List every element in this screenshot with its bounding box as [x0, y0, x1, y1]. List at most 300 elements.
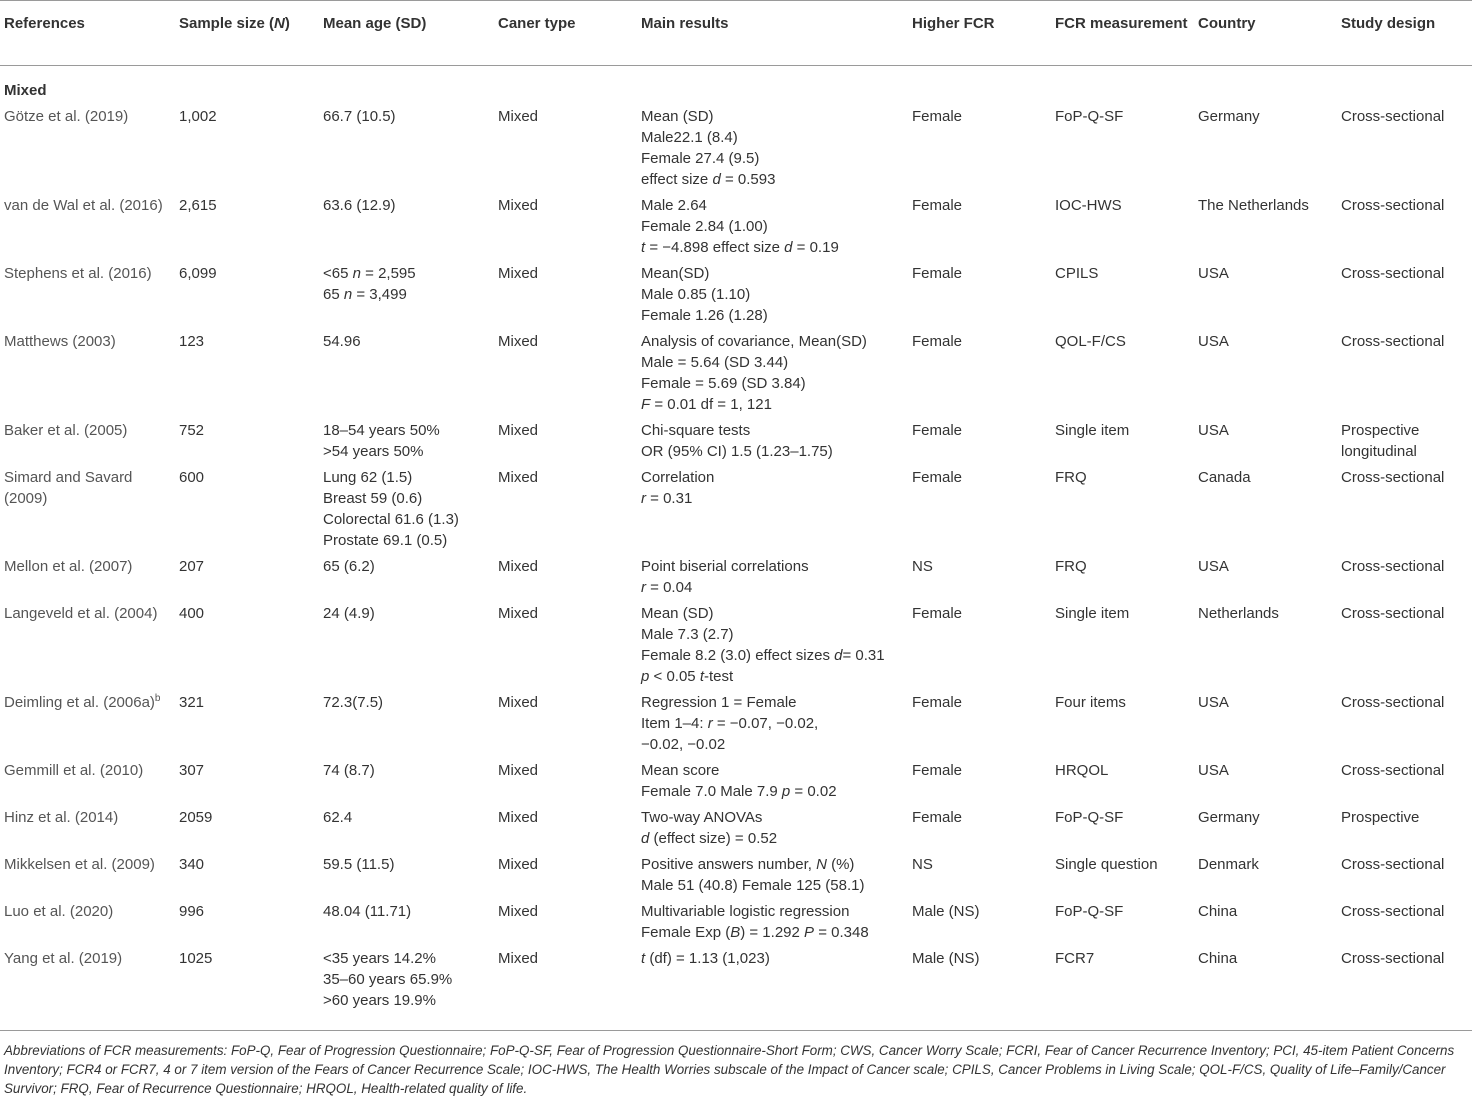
cell-sample-size-text: 307: [179, 762, 205, 779]
cell-main-results-line: d (effect size) = 0.52: [641, 830, 778, 847]
table-row: [0, 556, 1472, 603]
cell-main-results-line: Male = 5.64 (SD 3.44): [641, 354, 789, 371]
cell-mean-age-line: 48.04 (11.71): [323, 903, 412, 920]
cell-cancer-type-text: Mixed: [498, 558, 539, 575]
cell-study-design: [1337, 760, 1472, 807]
cell-mean-age-line: Prostate 69.1 (0.5): [323, 532, 448, 549]
cell-sample-size: [175, 263, 319, 331]
cell-cancer-type: [494, 556, 637, 603]
cell-cancer-type-text: Mixed: [498, 762, 539, 779]
cell-mean-age: [319, 948, 494, 1016]
cell-main-results-line: Multivariable logistic regression: [641, 903, 850, 920]
cell-reference-text: Mikkelsen et al. (2009): [4, 856, 155, 873]
cell-mean-age: [319, 195, 494, 263]
cell-main-results-line: Female = 5.69 (SD 3.84): [641, 375, 806, 392]
cell-study-design: [1337, 603, 1472, 692]
cell-mean-age-line: Breast 59 (0.6): [323, 490, 423, 507]
cell-sample-size: [175, 854, 319, 901]
cell-mean-age-line: 65 (6.2): [323, 558, 375, 575]
cell-reference: [0, 854, 175, 901]
cell-reference: [0, 420, 175, 467]
cell-country-text: Denmark: [1198, 856, 1259, 873]
cell-reference-text: Mellon et al. (2007): [4, 558, 133, 575]
cell-main-results-line: Mean score: [641, 762, 720, 779]
cell-fcr-measurement-text: FoP-Q-SF: [1055, 108, 1124, 125]
cell-cancer-type-text: Mixed: [498, 265, 539, 282]
cell-reference-text: Matthews (2003): [4, 333, 116, 350]
cell-sample-size-text: 123: [179, 333, 205, 350]
cell-study-design-line: Cross-sectional: [1341, 950, 1445, 967]
cell-study-design-line: Cross-sectional: [1341, 856, 1445, 873]
cell-higher-fcr: [908, 106, 1051, 195]
cell-country-text: USA: [1198, 558, 1229, 575]
cell-mean-age-line: Colorectal 61.6 (1.3): [323, 511, 459, 528]
cell-sample-size: [175, 331, 319, 420]
cell-mean-age: [319, 760, 494, 807]
cell-country-text: China: [1198, 950, 1238, 967]
cell-fcr-measurement-text: HRQOL: [1055, 762, 1109, 779]
cell-mean-age-line: 65 n = 3,499: [323, 286, 407, 303]
cell-study-design: [1337, 807, 1472, 854]
cell-main-results-line: Positive answers number, N (%): [641, 856, 855, 873]
cell-fcr-measurement: [1051, 692, 1194, 760]
header-fcr-measurement: FCR measurement: [1051, 1, 1194, 66]
cell-mean-age-line: 18–54 years 50%: [323, 422, 440, 439]
header-main-results: Main results: [637, 1, 908, 66]
cell-mean-age: [319, 106, 494, 195]
cell-study-design-line: Cross-sectional: [1341, 333, 1445, 350]
cell-mean-age-line: 72.3(7.5): [323, 694, 384, 711]
cell-main-results: [637, 263, 908, 331]
cell-country-text: USA: [1198, 694, 1229, 711]
cell-main-results: [637, 807, 908, 854]
cell-reference: [0, 948, 175, 1016]
cell-higher-fcr-text: Female: [912, 809, 963, 826]
cell-main-results-line: Analysis of covariance, Mean(SD): [641, 333, 867, 350]
cell-main-results: [637, 760, 908, 807]
cell-mean-age: [319, 692, 494, 760]
cell-mean-age: [319, 467, 494, 556]
cell-higher-fcr: [908, 901, 1051, 948]
cell-main-results: [637, 854, 908, 901]
cell-main-results-line: Mean(SD): [641, 265, 710, 282]
cell-cancer-type-text: Mixed: [498, 108, 539, 125]
cell-study-design: [1337, 467, 1472, 556]
cell-sample-size-text: 1025: [179, 950, 213, 967]
cell-main-results-line: t = −4.898 effect size d = 0.19: [641, 239, 839, 256]
cell-main-results: [637, 420, 908, 467]
cell-main-results-line: Point biserial correlations: [641, 558, 809, 575]
cell-cancer-type-text: Mixed: [498, 809, 539, 826]
cell-reference: [0, 603, 175, 692]
cell-cancer-type-text: Mixed: [498, 422, 539, 439]
cell-sample-size-text: 752: [179, 422, 205, 439]
cell-reference-text: Hinz et al. (2014): [4, 809, 119, 826]
cell-country: [1194, 760, 1337, 807]
cell-fcr-measurement: [1051, 807, 1194, 854]
cell-cancer-type-text: Mixed: [498, 469, 539, 486]
cell-higher-fcr-text: Female: [912, 333, 963, 350]
cell-cancer-type: [494, 106, 637, 195]
cell-sample-size: [175, 195, 319, 263]
cell-reference-text: Gemmill et al. (2010): [4, 762, 144, 779]
cell-sample-size-text: 2,615: [179, 197, 217, 214]
header-cancer-type: Caner type: [494, 1, 637, 66]
cell-study-design: [1337, 195, 1472, 263]
cell-main-results-line: Female 1.26 (1.28): [641, 307, 768, 324]
cell-main-results-line: Male 0.85 (1.10): [641, 286, 751, 303]
cell-cancer-type: [494, 603, 637, 692]
table-row: [0, 854, 1472, 901]
cell-mean-age-line: >54 years 50%: [323, 443, 424, 460]
section-row: [0, 66, 1472, 107]
cell-study-design-line: Cross-sectional: [1341, 469, 1445, 486]
cell-sample-size: [175, 556, 319, 603]
cell-country: [1194, 556, 1337, 603]
cell-fcr-measurement-text: Four items: [1055, 694, 1126, 711]
cell-fcr-measurement: [1051, 420, 1194, 467]
cell-higher-fcr-text: Female: [912, 605, 963, 622]
table-row: [0, 420, 1472, 467]
cell-cancer-type: [494, 263, 637, 331]
cell-sample-size: [175, 106, 319, 195]
cell-reference: [0, 467, 175, 556]
cell-cancer-type: [494, 331, 637, 420]
cell-country: [1194, 467, 1337, 556]
cell-higher-fcr: [908, 603, 1051, 692]
cell-fcr-measurement-text: FoP-Q-SF: [1055, 903, 1124, 920]
cell-main-results-line: t (df) = 1.13 (1,023): [641, 950, 770, 967]
table-row: [0, 331, 1472, 420]
cell-higher-fcr: [908, 556, 1051, 603]
cell-fcr-measurement: [1051, 854, 1194, 901]
cell-fcr-measurement: [1051, 901, 1194, 948]
cell-main-results-line: Female 2.84 (1.00): [641, 218, 768, 235]
cell-cancer-type: [494, 948, 637, 1016]
cell-country-text: The Netherlands: [1198, 197, 1309, 214]
cell-sample-size-text: 321: [179, 694, 205, 711]
cell-main-results-line: r = 0.04: [641, 579, 693, 596]
cell-cancer-type: [494, 760, 637, 807]
cell-higher-fcr: [908, 263, 1051, 331]
cell-fcr-measurement: [1051, 467, 1194, 556]
table-row: [0, 467, 1472, 556]
cell-sample-size-text: 996: [179, 903, 205, 920]
table-row: [0, 106, 1472, 195]
header-row: [0, 1, 1472, 66]
cell-sample-size: [175, 807, 319, 854]
cell-mean-age: [319, 603, 494, 692]
table-row: [0, 603, 1472, 692]
cell-higher-fcr: [908, 807, 1051, 854]
cell-main-results-line: Female 8.2 (3.0) effect sizes d= 0.31: [641, 647, 885, 664]
cell-study-design: [1337, 948, 1472, 1016]
cell-fcr-measurement: [1051, 603, 1194, 692]
cell-fcr-measurement-text: Single item: [1055, 605, 1130, 622]
cell-study-design-line: Cross-sectional: [1341, 558, 1445, 575]
table-row: [0, 948, 1472, 1016]
cell-main-results-line: Female 7.0 Male 7.9 p = 0.02: [641, 783, 837, 800]
cell-higher-fcr-text: Female: [912, 694, 963, 711]
cell-sample-size: [175, 420, 319, 467]
cell-higher-fcr-text: Male (NS): [912, 903, 980, 920]
cell-fcr-measurement: [1051, 106, 1194, 195]
cell-reference: [0, 760, 175, 807]
cell-study-design: [1337, 263, 1472, 331]
cell-main-results-line: Mean (SD): [641, 108, 714, 125]
cell-cancer-type-text: Mixed: [498, 856, 539, 873]
cell-study-design-line: Prospective: [1341, 809, 1420, 826]
cell-sample-size-text: 340: [179, 856, 205, 873]
cell-sample-size: [175, 467, 319, 556]
cell-main-results: [637, 603, 908, 692]
cell-higher-fcr-text: Female: [912, 197, 963, 214]
cell-study-design: [1337, 106, 1472, 195]
cell-study-design: [1337, 556, 1472, 603]
cell-main-results-line: Mean (SD): [641, 605, 714, 622]
cell-sample-size-text: 207: [179, 558, 205, 575]
cell-study-design-line: Cross-sectional: [1341, 903, 1445, 920]
cell-reference-text: Yang et al. (2019): [4, 950, 123, 967]
cell-fcr-measurement-text: FRQ: [1055, 469, 1087, 486]
cell-main-results-line: F = 0.01 df = 1, 121: [641, 396, 772, 413]
cell-mean-age-line: 35–60 years 65.9%: [323, 971, 453, 988]
cell-reference-text: Götze et al. (2019): [4, 108, 129, 125]
table-row: [0, 901, 1472, 948]
cell-country-text: USA: [1198, 333, 1229, 350]
cell-fcr-measurement: [1051, 760, 1194, 807]
cell-sample-size-text: 6,099: [179, 265, 217, 282]
cell-mean-age-line: 74 (8.7): [323, 762, 375, 779]
cell-cancer-type-text: Mixed: [498, 333, 539, 350]
table-row: [0, 263, 1472, 331]
cell-country-text: Germany: [1198, 108, 1260, 125]
cell-mean-age-line: 62.4: [323, 809, 353, 826]
cell-study-design-line: Cross-sectional: [1341, 694, 1445, 711]
cell-mean-age-line: 54.96: [323, 333, 361, 350]
cell-main-results: [637, 901, 908, 948]
cell-main-results-line: Female 27.4 (9.5): [641, 150, 760, 167]
cell-cancer-type: [494, 467, 637, 556]
cell-mean-age: [319, 263, 494, 331]
cell-higher-fcr-text: Male (NS): [912, 950, 980, 967]
cell-cancer-type: [494, 901, 637, 948]
cell-main-results: [637, 692, 908, 760]
cell-cancer-type: [494, 854, 637, 901]
cell-main-results-line: Regression 1 = Female: [641, 694, 797, 711]
cell-country: [1194, 263, 1337, 331]
cell-cancer-type-text: Mixed: [498, 694, 539, 711]
cell-study-design-line: Prospective: [1341, 422, 1420, 439]
cell-country-text: Netherlands: [1198, 605, 1279, 622]
cell-cancer-type-text: Mixed: [498, 197, 539, 214]
header-higher-fcr: Higher FCR: [908, 1, 1051, 66]
cell-main-results-line: Female Exp (B) = 1.292 P = 0.348: [641, 924, 869, 941]
cell-higher-fcr-text: Female: [912, 265, 963, 282]
cell-main-results-line: p < 0.05 t-test: [641, 668, 734, 685]
table-row: [0, 760, 1472, 807]
cell-country: [1194, 692, 1337, 760]
cell-sample-size-text: 1,002: [179, 108, 217, 125]
cell-country: [1194, 854, 1337, 901]
cell-reference-text: Simard and Savard (2009): [4, 469, 133, 507]
cell-main-results-line: Item 1–4: r = −0.07, −0.02,: [641, 715, 819, 732]
cell-reference: [0, 901, 175, 948]
cell-main-results-line: effect size d = 0.593: [641, 171, 776, 188]
cell-reference-text: Baker et al. (2005): [4, 422, 128, 439]
cell-cancer-type-text: Mixed: [498, 605, 539, 622]
cell-sample-size-text: 2059: [179, 809, 213, 826]
cell-mean-age-line: <65 n = 2,595: [323, 265, 416, 282]
cell-country: [1194, 807, 1337, 854]
header-sample-size: Sample size (N): [175, 1, 319, 66]
cell-reference: [0, 692, 175, 760]
cell-cancer-type: [494, 195, 637, 263]
cell-mean-age-line: Lung 62 (1.5): [323, 469, 413, 486]
cell-mean-age-line: 66.7 (10.5): [323, 108, 396, 125]
cell-fcr-measurement-text: QOL-F/CS: [1055, 333, 1126, 350]
cell-country-text: Canada: [1198, 469, 1251, 486]
cell-main-results: [637, 467, 908, 556]
section-label: Mixed: [4, 82, 47, 99]
cell-study-design: [1337, 901, 1472, 948]
cell-country-text: USA: [1198, 422, 1229, 439]
cell-main-results: [637, 106, 908, 195]
header-mean-age: Mean age (SD): [319, 1, 494, 66]
cell-main-results: [637, 556, 908, 603]
cell-sample-size: [175, 692, 319, 760]
cell-country-text: USA: [1198, 265, 1229, 282]
cell-higher-fcr-text: Female: [912, 762, 963, 779]
cell-higher-fcr: [908, 692, 1051, 760]
cell-study-design-line: Cross-sectional: [1341, 265, 1445, 282]
cell-higher-fcr-text: Female: [912, 108, 963, 125]
cell-fcr-measurement-text: CPILS: [1055, 265, 1099, 282]
cell-cancer-type: [494, 420, 637, 467]
abbreviations-footnote: Abbreviations of FCR measurements: FoP-Q, Fear of Progression Questionnaire; FoP-Q-SF, Fear of Progression Questionnaire-Short Form; CWS, Cancer Worry Scale; FCRI, Fear of Cancer Recurrence Inventory; PCI, 45-item Patient Concerns Inventory; FCR4 or FCR7, 4 or 7 item version of the Fears of Cancer Recurrence Scale; IOC-HWS, The Health Worries subscale of the Impact of Cancer scale; CPILS, Cancer Problems in Living Scale; QOL-F/CS, Quality of Life–Family/Cancer Survivor; FRQ, Fear of Recurrence Questionnaire; HRQOL, Health-related quality of life.: [0, 1030, 1472, 1098]
table-row: [0, 692, 1472, 760]
header-study-design: Study design: [1337, 1, 1472, 66]
cell-mean-age: [319, 556, 494, 603]
cell-fcr-measurement-text: FCR7: [1055, 950, 1095, 967]
cell-higher-fcr: [908, 854, 1051, 901]
cell-main-results-line: −0.02, −0.02: [641, 736, 726, 753]
cell-main-results-line: Male 7.3 (2.7): [641, 626, 734, 643]
cell-main-results: [637, 948, 908, 1016]
cell-fcr-measurement-text: FRQ: [1055, 558, 1087, 575]
cell-cancer-type-text: Mixed: [498, 903, 539, 920]
cell-higher-fcr-text: Female: [912, 422, 963, 439]
cell-sample-size-text: 400: [179, 605, 205, 622]
cell-higher-fcr: [908, 331, 1051, 420]
cell-reference: [0, 195, 175, 263]
header-country: Country: [1194, 1, 1337, 66]
cell-mean-age: [319, 420, 494, 467]
cell-reference: [0, 556, 175, 603]
cell-higher-fcr: [908, 948, 1051, 1016]
cell-cancer-type: [494, 807, 637, 854]
cell-study-design: [1337, 854, 1472, 901]
cell-main-results-line: Two-way ANOVAs: [641, 809, 763, 826]
cell-higher-fcr-text: Female: [912, 469, 963, 486]
cell-sample-size: [175, 760, 319, 807]
cell-main-results-line: Correlation: [641, 469, 715, 486]
cell-cancer-type: [494, 692, 637, 760]
cell-mean-age: [319, 854, 494, 901]
cell-country: [1194, 901, 1337, 948]
cell-fcr-measurement: [1051, 948, 1194, 1016]
reference-superscript: b: [154, 693, 161, 704]
cell-higher-fcr: [908, 420, 1051, 467]
cell-country: [1194, 420, 1337, 467]
cell-higher-fcr: [908, 467, 1051, 556]
cell-reference-text: Luo et al. (2020): [4, 903, 114, 920]
cell-mean-age-line: >60 years 19.9%: [323, 992, 436, 1009]
cell-higher-fcr: [908, 195, 1051, 263]
cell-main-results-line: OR (95% CI) 1.5 (1.23–1.75): [641, 443, 833, 460]
cell-higher-fcr-text: NS: [912, 856, 933, 873]
cell-fcr-measurement-text: Single question: [1055, 856, 1158, 873]
cell-main-results-line: r = 0.31: [641, 490, 693, 507]
cell-fcr-measurement: [1051, 263, 1194, 331]
cell-fcr-measurement: [1051, 331, 1194, 420]
cell-fcr-measurement: [1051, 195, 1194, 263]
cell-fcr-measurement-text: Single item: [1055, 422, 1130, 439]
cell-main-results: [637, 195, 908, 263]
cell-reference: [0, 106, 175, 195]
cell-study-design-line: Cross-sectional: [1341, 197, 1445, 214]
cell-study-design-line: Cross-sectional: [1341, 605, 1445, 622]
cell-study-design-line: Cross-sectional: [1341, 108, 1445, 125]
cell-sample-size: [175, 901, 319, 948]
cell-sample-size: [175, 603, 319, 692]
cell-mean-age-line: 59.5 (11.5): [323, 856, 395, 873]
header-references: References: [0, 1, 175, 66]
cell-country: [1194, 603, 1337, 692]
cell-sample-size: [175, 948, 319, 1016]
cell-mean-age-line: <35 years 14.2%: [323, 950, 436, 967]
cell-country: [1194, 195, 1337, 263]
cell-fcr-measurement-text: FoP-Q-SF: [1055, 809, 1124, 826]
cell-reference: [0, 263, 175, 331]
cell-study-design-line: Cross-sectional: [1341, 762, 1445, 779]
cell-main-results: [637, 331, 908, 420]
cell-country: [1194, 948, 1337, 1016]
cell-main-results-line: Male 51 (40.8) Female 125 (58.1): [641, 877, 865, 894]
cell-reference-text: van de Wal et al. (2016): [4, 197, 163, 214]
cell-reference-text: Stephens et al. (2016): [4, 265, 152, 282]
cell-country: [1194, 106, 1337, 195]
cell-main-results-line: Male22.1 (8.4): [641, 129, 738, 146]
cell-mean-age: [319, 901, 494, 948]
cell-main-results-line: Chi-square tests: [641, 422, 751, 439]
cell-country-text: Germany: [1198, 809, 1260, 826]
cell-reference-text: Langeveld et al. (2004): [4, 605, 158, 622]
table-row: [0, 807, 1472, 854]
cell-study-design: [1337, 692, 1472, 760]
cell-fcr-measurement-text: IOC-HWS: [1055, 197, 1122, 214]
cell-higher-fcr-text: NS: [912, 558, 933, 575]
cell-sample-size-text: 600: [179, 469, 205, 486]
cell-reference: [0, 331, 175, 420]
cell-main-results-line: Male 2.64: [641, 197, 707, 214]
cell-study-design: [1337, 331, 1472, 420]
cell-country-text: China: [1198, 903, 1238, 920]
cell-mean-age-line: 24 (4.9): [323, 605, 375, 622]
cell-study-design: [1337, 420, 1472, 467]
cell-reference: [0, 807, 175, 854]
cell-country: [1194, 331, 1337, 420]
